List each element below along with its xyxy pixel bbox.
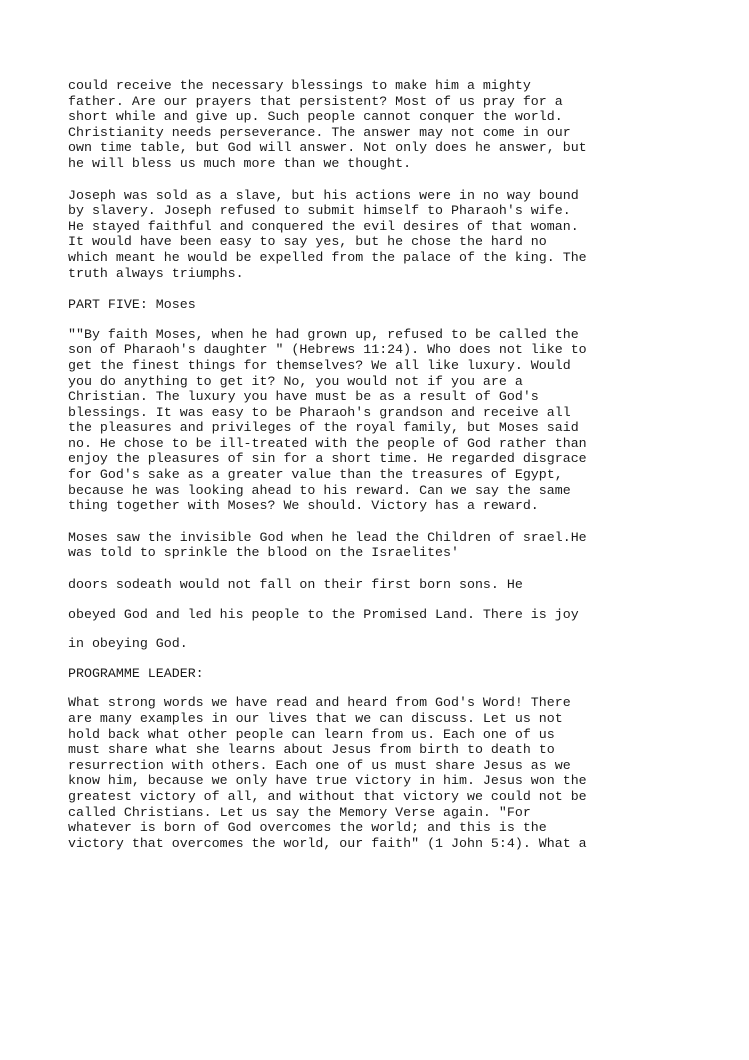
paragraph-joseph: Joseph was sold as a slave, but his actions were in no way bound by slavery. Joseph refused to submit himself to Pharaoh's wife. He stayed faithful and conquered the evil desires of that woman. It would have been easy to say yes, but he chose the hard no which meant he would be expelled from the palace of the king. The truth always triumphs. <box>68 187 587 281</box>
section-heading-programme-leader: PROGRAMME LEADER: <box>68 665 204 681</box>
document-page <box>68 78 740 867</box>
paragraph-strong-words: What strong words we have read and heard from God's Word! There are many examples in our lives that we can discuss. Let us not hold back what other people can learn from us. Each one of us must share what she learns about Jesus from birth to death to resurrection with others. Each one of us must share Jesus as we know him, because we only have true victory in him. Jesus won the greatest victory of all, and without that victory we could not be called Christians. Let us say the Memory Verse again. "For whatever is born of God overcomes the world; and this is the victory that overcomes the world, our faith" (1 John 5:4). What a <box>68 695 587 851</box>
section-heading-part-five: PART FIVE: Moses <box>68 297 196 313</box>
paragraph-doors: doors sodeath would not fall on their first born sons. He <box>68 577 523 593</box>
paragraph-persistent-prayer: could receive the necessary blessings to make him a mighty father. Are our prayers that persistent? Most of us pray for a short while and give up. Such people cannot conquer the world. Christianity needs perseverance. The answer may not come in our own time table, but God will answer. Not only does he answer, but he will bless us much more than we thought. <box>68 78 587 171</box>
paragraph-obeying-god: in obeying God. <box>68 636 188 652</box>
paragraph-moses-faith: ""By faith Moses, when he had grown up, refused to be called the son of Pharaoh's daughter " (Hebrews 11:24). Who does not like to get the finest things for themselves? We all like luxury. Would you do anything to get it? No, you would not if you are a Christian. The luxury you have must be as a result of God's blessings. It was easy to be Pharaoh's grandson and receive all the pleasures and privileges of the royal family, but Moses said no. He chose to be ill-treated with the people of God rather than enjoy the pleasures of sin for a short time. He regarded disgrace for God's sake as a greater value than the treasures of Egypt, because he was looking ahead to his reward. Can we say the same thing together with Moses? We should. Victory has a reward. <box>68 326 587 514</box>
paragraph-obeyed: obeyed God and led his people to the Promised Land. There is joy <box>68 606 579 622</box>
paragraph-moses-invisible-god: Moses saw the invisible God when he lead the Children of srael.He was told to sprinkle the blood on the Israelites' <box>68 529 587 561</box>
